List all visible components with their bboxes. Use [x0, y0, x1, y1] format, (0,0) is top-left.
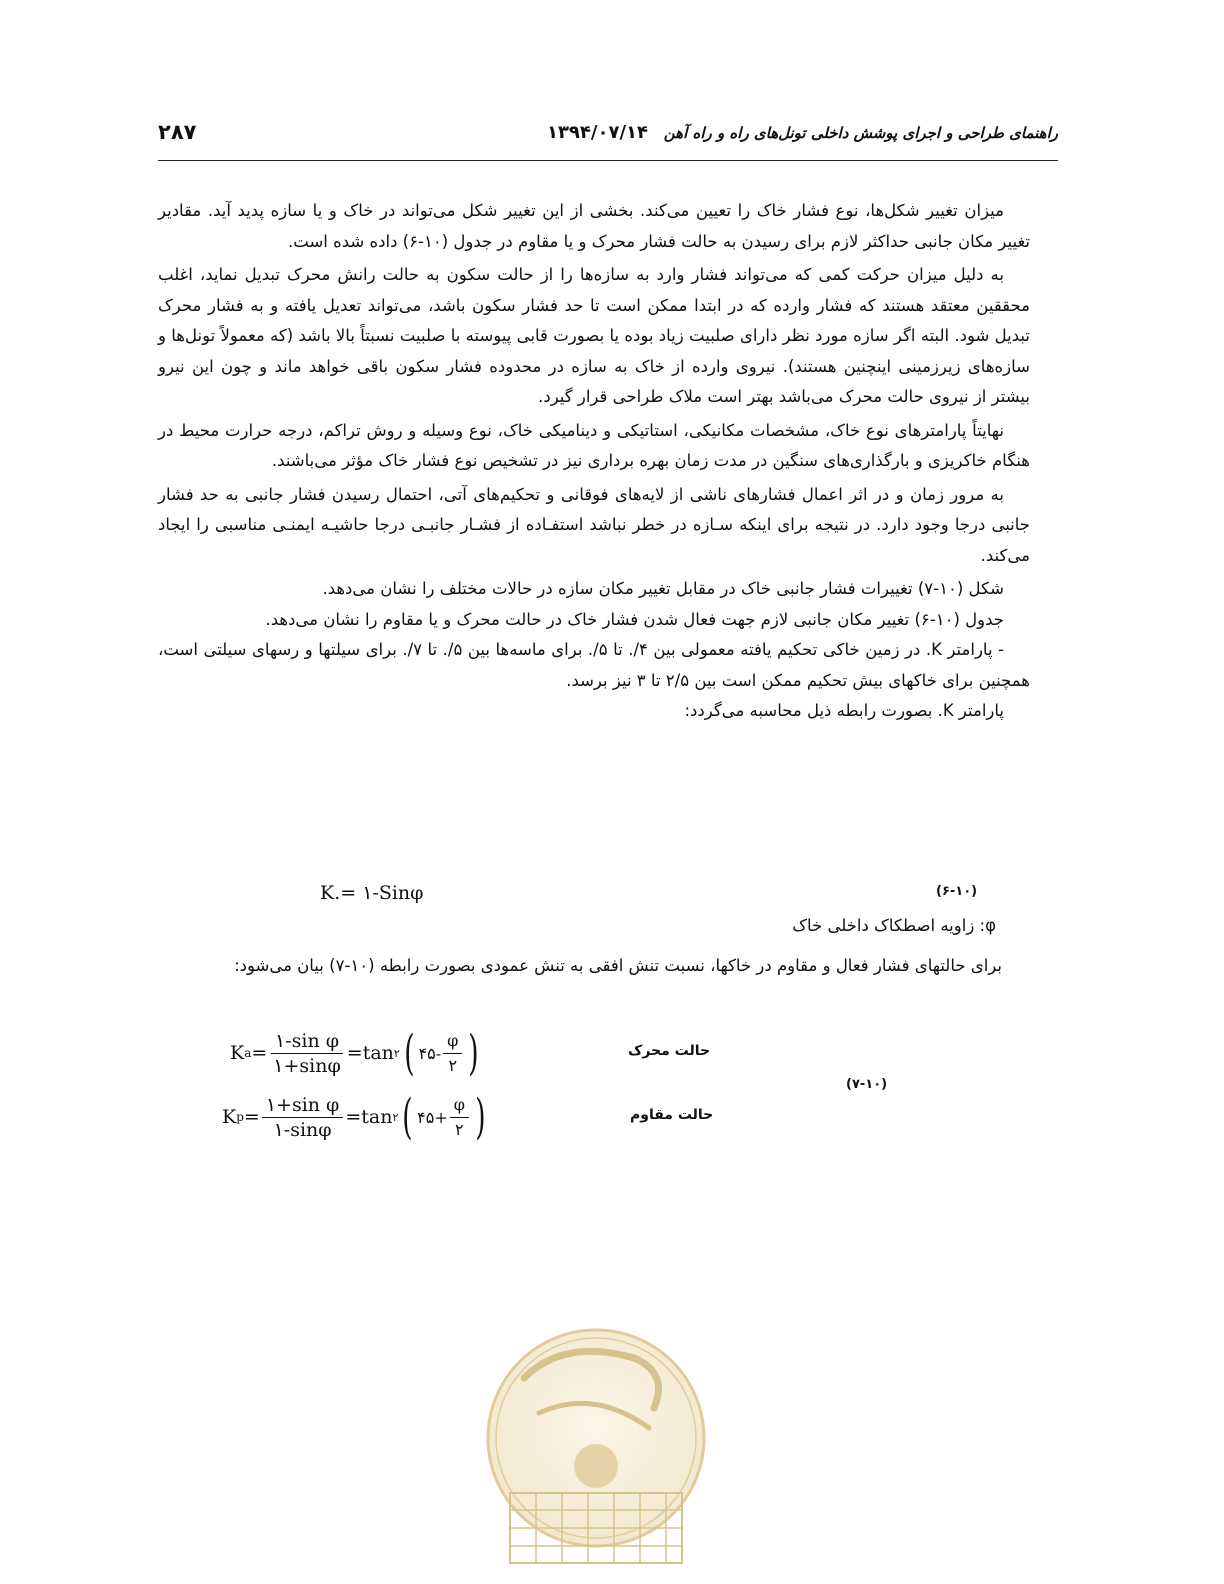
paragraph: به مرور زمان و در اثر اعمال فشارهای ناشی از لایه‌های فوقانی و تحکیم‌های آتی، احتمال رسیدن فشار جانبی به حد فشار جانبی درجا وجود دارد. در نتیجه برای اینکه سـازه در خطر نباشد استفـاده از فشـار جانبـی درجا حاشیـه ایمنـی مناسبی را ایجاد می‌کند.: [158, 484, 1030, 565]
paragraph: شکل (۱۰-۷) تغییرات فشار جانبی خاک در مقابل تغییر مکان سازه در حالات مختلف را نشان می‌دهد.: [322, 579, 1004, 598]
paragraph: میزان تغییر شکل‌ها، نوع فشار خاک را تعیین می‌کند. بخشی از این تغییر شکل می‌تواند در خاک و یا سازه پدید آید. مقادیر تغییر مکان جانبی حداکثر لازم برای رسیدن به حالت فشار محرک و یا مقاوم در جدول (۱۰-۶) داده شده است.: [158, 201, 1030, 251]
ka-power: ۲: [393, 1046, 400, 1060]
ka-inner-num: φ: [443, 1030, 462, 1054]
equation-rhs: = ۱-Sinφ: [340, 882, 424, 904]
kp-inner-fraction: [450, 1094, 469, 1141]
equation-k0: [320, 882, 423, 904]
kp-subscript: p: [236, 1110, 244, 1124]
paragraph: پارامتر K. بصورت رابطه ذیل محاسبه می‌گردد:: [684, 701, 1004, 720]
watermark-seal-logo: [484, 1318, 708, 1584]
left-paren: (: [402, 1089, 413, 1145]
ka-inner-fraction: [443, 1030, 462, 1077]
formula-active: K a = $\frac{\text{۱-sin φ}}{۱+\sin\varphi}$ =tan ۲ ( ۴۵- $\frac{\varphi}{۲}$ ): [230, 1025, 479, 1081]
body-text: [158, 196, 1030, 727]
right-paren: ): [475, 1089, 486, 1145]
ka-tan: =tan: [346, 1042, 394, 1064]
passive-state-label: حالت مقاوم: [630, 1107, 714, 1123]
equation-lhs: K.: [320, 882, 341, 904]
active-state-label: حالت محرک: [628, 1043, 711, 1059]
left-paren: (: [404, 1025, 415, 1081]
equation-number: (۷-۱۰): [846, 1077, 888, 1092]
kp-power: ۲: [392, 1110, 399, 1124]
paragraph: به دلیل میزان حرکت کمی که می‌تواند فشار وارد به سازه‌ها را از حالت سکون به حالت رانش محرک تبدیل نماید، اغلب محققین معتقد هستند که فشار وارده که در ابتدا ممکن است تا حد فشار سکون باشد، می‌تواند تعدیل یافته و به فشار محرک تبدیل شود. البته اگر سازه مورد نظر دارای صلبیت زیاد بوده یا بصورت قابی پیوسته با صلبیت نسبتاً بالا باشد (که معمولاً تونل‌ها و سازه‌های زیرزمینی اینچنین هستند). نیروی وارده از خاک به سازه در محدوده فشار سکون باقی خواهد ماند و چون این نیرو بیشتر از نیروی حالت محرک می‌باشد بهتر است ملاک طراحی قرار گیرد.: [158, 265, 1030, 406]
kp-inner-num: φ: [450, 1094, 469, 1118]
running-title: راهنمای طراحی و اجرای پوشش داخلی تونل‌های راه و راه آهن: [663, 124, 1058, 142]
kp-fraction: [262, 1094, 344, 1141]
kp-denominator: ۱-sinφ: [273, 1118, 332, 1141]
ka-numerator: ۱-sin φ: [271, 1030, 343, 1054]
paragraph: جدول (۱۰-۶) تغییر مکان جانبی لازم جهت فعال شدن فشار خاک در حالت محرک و یا مقاوم را نشان می‌دهد.: [265, 609, 1004, 629]
kp-numerator: ۱+sin φ: [262, 1094, 344, 1118]
formula-passive: K p = $\frac{\text{۱+sin φ}}{۱-\sin\varphi}$ =tan ۲ ( ۴۵+ $\frac{\varphi}{۲}$ ): [222, 1089, 486, 1145]
paragraph: نهایتاً پارامترهای نوع خاک، مشخصات مکانیکی، استاتیکی و دینامیکی خاک، نوع وسیله و روش تراکم، درجه حرارت محیط در هنگام خاکریزی و بارگذاری‌های سنگین در مدت زمان بهره برداری نیز در تشخیص نوع فشار خاک مؤثر می‌باشند.: [158, 420, 1030, 470]
equation-number: (۶-۱۰): [936, 884, 978, 899]
ka-denominator: ۱+sinφ: [273, 1054, 341, 1077]
ratio-intro: برای حالتهای فشار فعال و مقاوم در خاکها، نسبت تنش افقی به تنش عمودی بصورت رابطه (۱۰-۷) بیان می‌شود:: [234, 956, 1002, 975]
header-divider: [158, 160, 1058, 161]
kp-inner-den: ۲: [455, 1119, 464, 1139]
kp-symbol: K: [222, 1106, 237, 1128]
earth-pressure-formulas: [222, 1015, 1030, 1155]
ka-fraction: [269, 1030, 345, 1077]
page-header: [158, 120, 1058, 160]
ka-inner-den: ۲: [448, 1055, 458, 1075]
ka-symbol: K: [230, 1042, 245, 1064]
paragraph: - پارامتر K. در زمین خاکی تحکیم یافته معمولی بین ۴/. تا ۵/. برای ماسه‌ها بین ۵/. تا ۷/. برای سیلتها و رسهای سیلتی است، همچنین برای خاکهای بیش تحکیم ممکن است بین ۲/۵ تا ۳ نیز برسد.: [158, 640, 1030, 690]
header-date: ۱۳۹۴/۰۷/۱۴: [546, 122, 648, 143]
right-paren: ): [468, 1025, 479, 1081]
kp-inner-left: ۴۵+: [417, 1107, 448, 1127]
page-number: ۲۸۷: [158, 120, 197, 144]
kp-tan: =tan: [345, 1106, 393, 1128]
ka-subscript: a: [244, 1046, 252, 1060]
ka-inner-left: ۴۵-: [418, 1043, 442, 1063]
phi-definition: φ: زاویه اصطکاک داخلی خاک: [792, 916, 996, 935]
